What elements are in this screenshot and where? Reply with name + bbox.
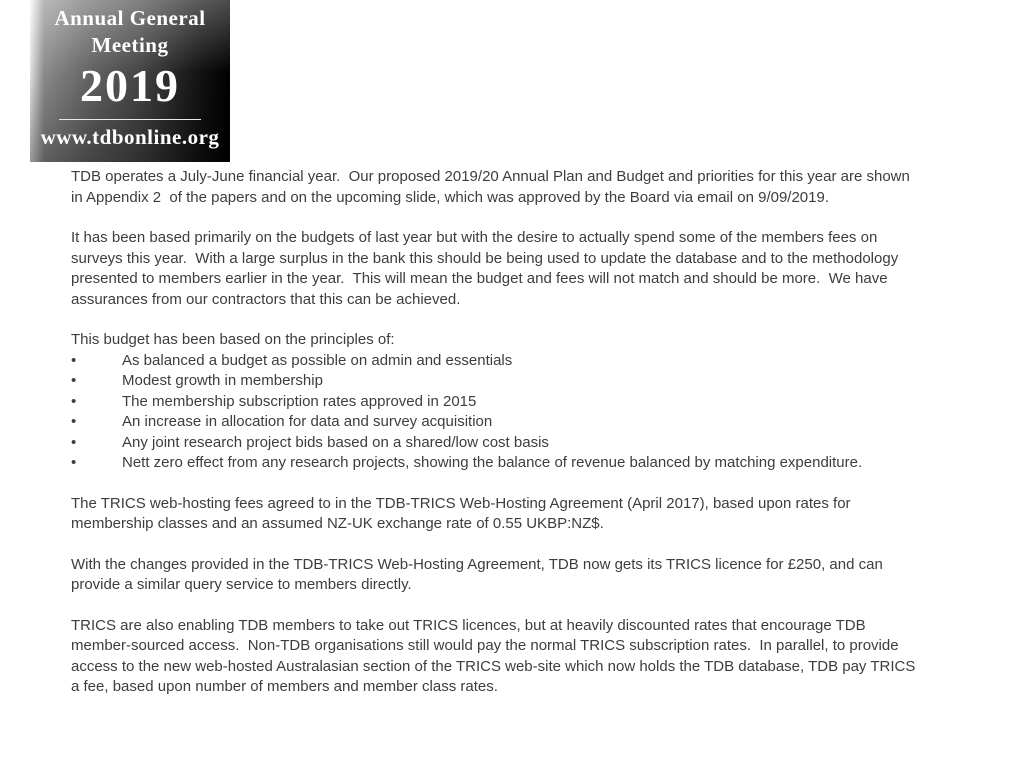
list-item xyxy=(71,392,923,413)
list-item xyxy=(71,351,923,372)
principles-list xyxy=(71,330,923,474)
paragraph-trics-licences: TRICS are also enabling TDB members to take out TRICS licences, but at heavily discounted rates that encourage TDB member-sourced access. Non-TDB organisations still would pay the normal TRICS subscription rates. In parallel, to provide access to the new web-hosted Australasian section of the TRICS web-site which now holds the TDB database, TDB pay TRICS a fee, based upon number of members and member class rates. xyxy=(71,616,920,695)
list-item xyxy=(71,371,923,392)
logo-divider xyxy=(59,119,201,120)
list-item-text: The membership subscription rates approved in 2015 xyxy=(122,392,477,410)
paragraph-budget-basis: It has been based primarily on the budgets of last year but with the desire to actually spend some of the members fees on surveys this year. With a large surplus in the bank this should be being used to update the database and to the methodology presented to members earlier in the year. This will mean the budget and fees will not match and should be more. We have assurances from our contractors that this can be achieved. xyxy=(71,229,903,308)
list-item-text: Nett zero effect from any research projects, showing the balance of revenue balanced by matching expenditure. xyxy=(122,454,863,471)
bullet-icon: • xyxy=(71,413,77,430)
list-item xyxy=(71,412,923,433)
slide-body-text xyxy=(71,167,923,718)
bullet-icon: • xyxy=(71,372,77,389)
paragraph-trics-fees: The TRICS web-hosting fees agreed to in the TDB-TRICS Web-Hosting Agreement (April 2017), based upon rates for membership classes and an assumed NZ-UK exchange rate of 0.55 UKBP:NZ$. xyxy=(71,494,855,532)
logo-title xyxy=(30,0,230,59)
bullet-icon: • xyxy=(71,351,77,369)
list-item-text: An increase in allocation for data and survey acquisition xyxy=(122,413,493,430)
bullet-icon: • xyxy=(71,454,77,471)
list-item-text: Modest growth in membership xyxy=(122,372,323,389)
logo-year: 2019 xyxy=(80,60,180,111)
list-item xyxy=(71,453,923,474)
principles-intro: This budget has been based on the principles of: xyxy=(71,331,395,348)
logo-title-line2: Meeting xyxy=(91,33,169,57)
bullet-icon: • xyxy=(71,433,77,451)
list-item-text: Any joint research project bids based on a shared/low cost basis xyxy=(122,433,549,451)
agm-logo xyxy=(30,0,230,162)
list-item-text: As balanced a budget as possible on admin and essentials xyxy=(122,351,513,369)
paragraph-financial-year: TDB operates a July-June financial year. Our proposed 2019/20 Annual Plan and Budget and priorities for this year are shown in Appendix 2 of the papers and on the upcoming slide, which was approved by the Board via email on 9/09/2019. xyxy=(71,168,915,206)
logo-title-line1: Annual General xyxy=(54,6,206,30)
list-item xyxy=(71,433,923,454)
paragraph-web-hosting: With the changes provided in the TDB-TRICS Web-Hosting Agreement, TDB now gets its TRICS licence for £250, and can provide a similar query service to members directly. xyxy=(71,555,887,593)
bullet-icon: • xyxy=(71,392,77,410)
logo-url: www.tdbonline.org xyxy=(40,125,220,149)
